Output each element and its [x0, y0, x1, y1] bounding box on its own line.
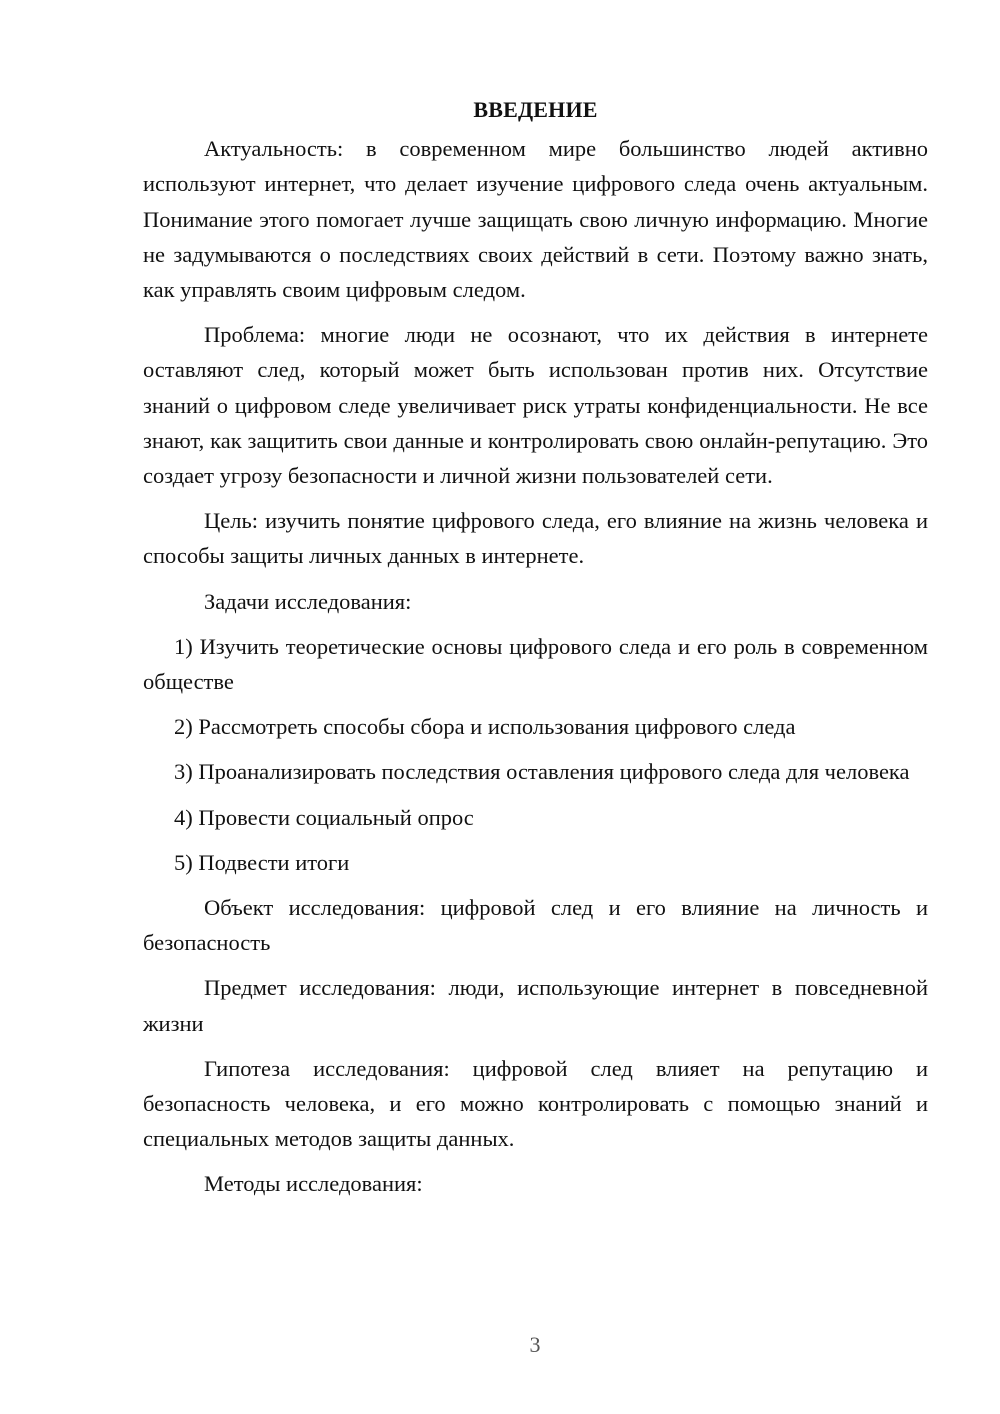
hypothesis-paragraph: Гипотеза исследования: цифровой след влияет на репутацию и безопасность человека, и его можно контролировать с помощью знаний и специальных методов защиты данных. [143, 1055, 928, 1152]
tasks-heading: Задачи исследования: [204, 588, 412, 614]
subject-paragraph: Предмет исследования: люди, использующие интернет в повседневной жизни [143, 975, 928, 1036]
page-content [143, 92, 928, 1212]
page-number: 3 [529, 1332, 541, 1357]
methods-heading: Методы исследования: [204, 1171, 423, 1197]
task-item-3: 3) Проанализировать последствия оставления цифрового следа для человека [174, 759, 910, 785]
task-item-4: 4) Провести социальный опрос [174, 804, 474, 830]
goal-paragraph: Цель: изучить понятие цифрового следа, его влияние на жизнь человека и способы защиты личных данных в интернете. [143, 508, 928, 569]
task-item-1: 1) Изучить теоретические основы цифрового следа и его роль в современном обществе [143, 633, 928, 695]
task-item-5: 5) Подвести итоги [174, 849, 350, 875]
problem-paragraph: Проблема: многие люди не осознают, что их действия в интернете оставляют след, который может быть использован против них. Отсутствие знаний о цифровом следе увеличивает риск утраты конфиденциальности. Не все знают, как защитить свои данные и контролировать свою онлайн-репутацию. Это создает угрозу безопасности и личной жизни пользователей сети. [143, 322, 928, 489]
task-item-2: 2) Рассмотреть способы сбора и использования цифрового следа [174, 714, 796, 740]
object-paragraph: Объект исследования: цифровой след и его влияние на личность и безопасность [143, 895, 928, 956]
relevance-paragraph: Актуальность: в современном мире большинство людей активно используют интернет, что делает изучение цифрового следа очень актуальным. Понимание этого помогает лучше защищать свою личную информацию. Многие не задумываются о последствиях своих действий в сети. Поэтому важно знать, как управлять своим цифровым следом. [143, 136, 928, 303]
section-heading: ВВЕДЕНИЕ [473, 97, 598, 122]
